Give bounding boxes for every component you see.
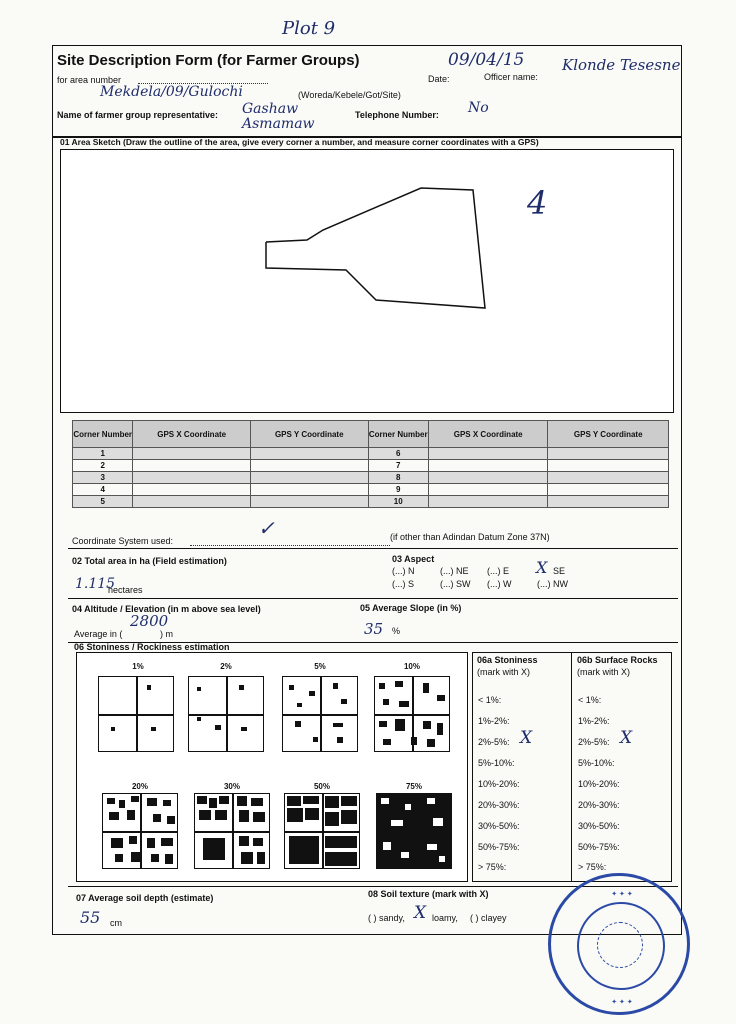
aspect-n[interactable]: (...) N — [392, 566, 415, 576]
plot-label-30: 30% — [223, 782, 240, 791]
plot-label-4: 10% — [403, 662, 420, 671]
stoniness-class-50-75[interactable]: 50%-75%: — [478, 842, 520, 852]
stoniness-diagram-2 — [188, 676, 264, 752]
soil-texture-loamy[interactable]: loamy, — [432, 913, 458, 923]
official-stamp-seal: ✦ ✦ ✦ ✦ ✦ ✦ — [548, 873, 690, 1015]
corner-number: 8 — [368, 472, 428, 484]
altitude-unit: ) m — [160, 629, 173, 639]
rocks-class-gt75[interactable]: > 75%: — [578, 862, 607, 872]
stoniness-title: 06 Stoniness / Rockiness estimation — [74, 642, 230, 652]
aspect-se-mark: X — [536, 558, 548, 577]
stoniness-class-20-30[interactable]: 20%-30%: — [478, 800, 520, 810]
date-value: 09/04/15 — [448, 50, 525, 70]
plot-label-3: 5% — [314, 662, 326, 671]
aspect-e[interactable]: (...) E — [487, 566, 509, 576]
aspect-w[interactable]: (...) W — [487, 579, 512, 589]
north-arrow-mark: 4 — [527, 184, 548, 222]
rocks-class-lt1[interactable]: < 1%: — [578, 695, 602, 705]
coordinate-system-note: (if other than Adindan Datum Zone 37N) — [390, 532, 550, 542]
soil-texture-mark: X — [414, 903, 427, 923]
plot-label-1: 1% — [132, 662, 144, 671]
rocks-class-5-10[interactable]: 5%-10%: — [578, 758, 615, 768]
stoniness-class-lt1[interactable]: < 1%: — [478, 695, 502, 705]
slope-value: 35 — [364, 620, 384, 638]
soil-depth-value: 55 — [80, 908, 101, 927]
table-row — [73, 496, 669, 508]
stoniness-class-2-5[interactable]: 2%-5%: — [478, 737, 510, 747]
plot-label-20: 20% — [131, 782, 148, 791]
aspect-ne[interactable]: (...) NE — [440, 566, 469, 576]
rocks-class-50-75[interactable]: 50%-75%: — [578, 842, 620, 852]
field-outline-sketch — [61, 150, 675, 414]
corner-header-left: Corner Number — [73, 421, 133, 448]
soil-depth-unit: cm — [110, 918, 122, 928]
date-label: Date: — [428, 74, 450, 84]
corner-header-right: Corner Number — [368, 421, 428, 448]
aspect-s[interactable]: (...) S — [392, 579, 414, 589]
stoniness-diagram-75 — [376, 793, 452, 869]
soil-depth-title: 07 Average soil depth (estimate) — [76, 893, 214, 903]
corner-number: 2 — [73, 460, 133, 472]
rocks-class-1-2[interactable]: 1%-2%: — [578, 716, 610, 726]
altitude-title: 04 Altitude / Elevation (in m above sea level) — [72, 604, 261, 614]
corner-number: 7 — [368, 460, 428, 472]
table-row — [73, 460, 669, 472]
slope-unit: % — [392, 626, 401, 636]
representative-label: Name of farmer group representative: — [57, 110, 219, 120]
telephone-value: No — [468, 100, 489, 116]
sketch-box — [60, 149, 674, 413]
area-value: Mekdela/09/Gulochi — [100, 84, 243, 100]
table-row — [73, 484, 669, 496]
corner-number: 6 — [368, 448, 428, 460]
officer-label: Officer name: — [484, 72, 538, 82]
divider — [68, 548, 678, 549]
surface-rocks-06b-sub: (mark with X) — [577, 667, 631, 677]
coordinate-system-label: Coordinate System used: — [72, 536, 174, 546]
surface-rocks-mark: X — [620, 728, 633, 748]
gps-coordinate-table — [72, 420, 669, 508]
soil-texture-clayey[interactable]: ( ) clayey — [470, 913, 507, 923]
stoniness-06a-title: 06a Stoniness — [477, 655, 538, 665]
plot-label-50: 50% — [313, 782, 330, 791]
rocks-class-2-5[interactable]: 2%-5%: — [578, 737, 610, 747]
stoniness-diagram-20 — [102, 793, 178, 869]
stoniness-diagram-30 — [194, 793, 270, 869]
gps-y-header-right: GPS Y Coordinate — [548, 421, 669, 448]
total-area-unit: hectares — [108, 585, 143, 595]
gps-y-header-left: GPS Y Coordinate — [250, 421, 368, 448]
altitude-value: 2800 — [130, 612, 169, 630]
gps-x-header-right: GPS X Coordinate — [428, 421, 548, 448]
corner-number: 5 — [73, 496, 133, 508]
slope-title: 05 Average Slope (in %) — [360, 603, 462, 613]
corner-number: 1 — [73, 448, 133, 460]
corner-number: 3 — [73, 472, 133, 484]
table-row — [73, 448, 669, 460]
officer-value: Klonde Tesesne — [562, 56, 681, 74]
stoniness-mark: X — [520, 728, 533, 748]
stoniness-class-30-50[interactable]: 30%-50%: — [478, 821, 520, 831]
stoniness-06a-sub: (mark with X) — [477, 667, 531, 677]
plot-label-2: 2% — [220, 662, 232, 671]
aspect-se[interactable]: SE — [553, 566, 566, 576]
corner-number: 9 — [368, 484, 428, 496]
area-sketch-title: 01 Area Sketch (Draw the outline of the area, give every corner a number, and measure corner coordinates with a GPS) — [60, 137, 539, 147]
rocks-class-20-30[interactable]: 20%-30%: — [578, 800, 620, 810]
stoniness-diagram-10 — [374, 676, 450, 752]
table-row — [73, 472, 669, 484]
coordinate-system-check: ✓ — [258, 516, 275, 540]
stoniness-class-5-10[interactable]: 5%-10%: — [478, 758, 515, 768]
representative-value: Gashaw Asmamaw — [242, 101, 315, 132]
stoniness-diagram-50 — [284, 793, 360, 869]
rocks-class-10-20[interactable]: 10%-20%: — [578, 779, 620, 789]
total-area-title: 02 Total area in ha (Field estimation) — [72, 556, 227, 566]
stoniness-class-1-2[interactable]: 1%-2%: — [478, 716, 510, 726]
form-title: Site Description Form (for Farmer Groups) — [57, 52, 360, 69]
stoniness-class-gt75[interactable]: > 75%: — [478, 862, 507, 872]
stoniness-class-10-20[interactable]: 10%-20%: — [478, 779, 520, 789]
coordinate-system-line — [190, 545, 390, 546]
aspect-nw[interactable]: (...) NW — [537, 579, 568, 589]
stoniness-diagram-1 — [98, 676, 174, 752]
plot-number-note: Plot 9 — [282, 18, 336, 39]
surface-rocks-06b-title: 06b Surface Rocks — [577, 655, 658, 665]
telephone-label: Telephone Number: — [355, 110, 439, 120]
soil-texture-title: 08 Soil texture (mark with X) — [368, 889, 489, 899]
aspect-title: 03 Aspect — [392, 554, 435, 564]
altitude-label: Average in ( — [74, 629, 123, 639]
corner-number: 10 — [368, 496, 428, 508]
total-area-value: 1.115 — [75, 576, 116, 592]
rocks-class-30-50[interactable]: 30%-50%: — [578, 821, 620, 831]
stoniness-diagram-5 — [282, 676, 358, 752]
divider — [68, 598, 678, 599]
area-hint: (Woreda/Kebele/Got/Site) — [298, 90, 401, 100]
soil-texture-sandy[interactable]: ( ) sandy, — [368, 913, 405, 923]
area-number-label: for area number — [57, 75, 122, 85]
plot-label-75: 75% — [405, 782, 422, 791]
aspect-sw[interactable]: (...) SW — [440, 579, 471, 589]
corner-number: 4 — [73, 484, 133, 496]
gps-x-header-left: GPS X Coordinate — [133, 421, 251, 448]
